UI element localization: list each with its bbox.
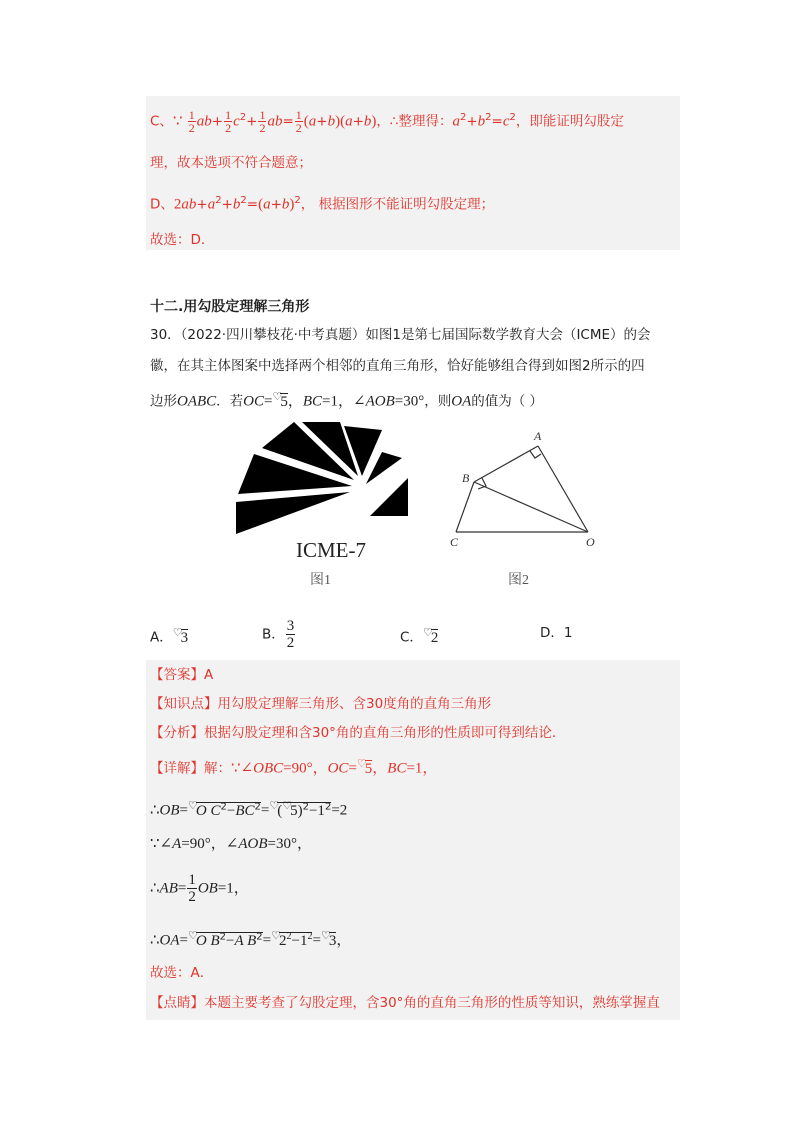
option-c: C．♡2 bbox=[400, 626, 439, 646]
option-b: B． $\frac{3}{2}$ bbox=[262, 618, 295, 651]
logo-triangle-1 bbox=[236, 492, 350, 534]
q-text-f: 的值为（ ） bbox=[471, 393, 544, 410]
detail-tag: 【详解】 bbox=[150, 760, 204, 777]
logo-triangle-2 bbox=[238, 454, 352, 494]
knowledge-tag: 【知识点】 bbox=[150, 696, 218, 712]
segment-cb bbox=[456, 482, 474, 532]
option-c-prefix: C、 bbox=[150, 113, 173, 130]
question-line-1: 30．（2022·四川攀枝花·中考真题）如图1是第七届国际数学教育大会（ICME）的会 bbox=[150, 327, 651, 343]
analysis-text: 根据勾股定理和含30°角的直角三角形的性质即可得到结论． bbox=[204, 725, 566, 741]
option-c-tail: ，即能证明勾股定 bbox=[515, 113, 624, 130]
q-text-a: 边形 bbox=[150, 393, 177, 410]
option-a: A．♡3 bbox=[150, 626, 189, 646]
option-c-mid: ，∴整理得： bbox=[376, 113, 453, 130]
detail-text: 解： bbox=[204, 760, 231, 777]
answer-line bbox=[150, 665, 213, 685]
comment-tag: 【点睛】 bbox=[150, 995, 204, 1011]
prev-option-c-line: C、∵ $\frac{1}{2}$ ab+ $\frac{1}{2}$ $c^2+$ $\frac{1}{2}$ ab= $\frac{1}{2}$ (a+b)(a+b)，∴整理得：$a^2+b^2=c^2$，即能证明勾股定 bbox=[150, 108, 624, 135]
label-o: O bbox=[586, 535, 595, 548]
step-ab: ∴AB= $\frac{1}{2}$ OB=1， bbox=[150, 872, 249, 905]
prev-option-c-line2: 理，故本选项不符合题意； bbox=[150, 155, 312, 171]
step-ob: ∴OB=♡O $C^2-BC^2=^♡(^♡5)^2-1^2=2$ bbox=[150, 799, 348, 819]
icme-logo-figure bbox=[232, 418, 412, 538]
quadrilateral-figure bbox=[440, 420, 610, 548]
option-b-letter: B． bbox=[262, 626, 285, 643]
figure1-caption: 图1 bbox=[310, 573, 331, 588]
option-d bbox=[540, 623, 573, 643]
logo-triangle-6 bbox=[366, 452, 402, 484]
option-d-value: 1 bbox=[563, 625, 573, 641]
comment-text: 本题主要考查了勾股定理，含30°角的直角三角形的性质等知识，熟练掌握直 bbox=[204, 995, 660, 1011]
option-a-letter: A． bbox=[150, 629, 173, 646]
q-text-c: ．若 bbox=[216, 393, 244, 410]
label-b: B bbox=[462, 471, 470, 485]
label-a: A bbox=[534, 429, 542, 443]
prev-choose-line: 故选：D． bbox=[150, 232, 215, 248]
figure2-caption: 图2 bbox=[508, 573, 529, 588]
q-text-d: ，则 bbox=[424, 393, 452, 410]
icme-logo-text: ICME-7 bbox=[296, 538, 366, 562]
answer-value: A bbox=[204, 667, 214, 683]
comment-line bbox=[150, 993, 660, 1013]
q-quad-name: OABC bbox=[177, 393, 217, 410]
option-d-prefix: D、 bbox=[150, 196, 174, 213]
segment-ba bbox=[474, 446, 538, 482]
knowledge-text: 用勾股定理解三角形、含30度角的直角三角形 bbox=[217, 696, 492, 712]
knowledge-line bbox=[150, 694, 491, 714]
question-line-2: 徽，在其主体图案中选择两个相邻的直角三角形，恰好能够组合得到如图2所示的四 bbox=[150, 358, 645, 374]
analysis-tag: 【分析】 bbox=[150, 725, 204, 741]
q-oa: OA bbox=[451, 393, 472, 410]
detail-line: 【详解】解：∵∠OBC=90°，OC=♡5，BC=1， bbox=[150, 757, 438, 777]
answer-tag: 【答案】 bbox=[150, 667, 204, 683]
step-oa: ∴OA=♡O $B^2-A$ $B^2=^♡2^2-1^2=^♡3$， bbox=[150, 929, 352, 949]
prev-option-d-line: D、$2ab+a^2+b^2=(a+b)^2$， 根据图形不能证明勾股定理； bbox=[150, 195, 495, 213]
option-d-letter: D． bbox=[540, 625, 564, 641]
logo-triangle-7 bbox=[370, 478, 408, 516]
section-title: 十二.用勾股定理解三角形 bbox=[150, 299, 310, 315]
option-c-letter: C． bbox=[400, 629, 423, 646]
label-c: C bbox=[450, 535, 459, 548]
segment-bo bbox=[474, 482, 588, 532]
option-d-tail: ， 根据图形不能证明勾股定理； bbox=[300, 196, 495, 213]
segment-ao bbox=[538, 446, 588, 532]
right-angle-mark-a bbox=[530, 451, 541, 458]
answer-choose-line: 故选：A． bbox=[150, 965, 214, 981]
analysis-line bbox=[150, 723, 565, 743]
question-line-3: 边形OABC．若OC=♡5，BC=1，∠AOB=30°，则OA的值为（ ） bbox=[150, 390, 544, 410]
step-angle-a: ∵∠A=90°，∠AOB=30°， bbox=[150, 836, 312, 852]
